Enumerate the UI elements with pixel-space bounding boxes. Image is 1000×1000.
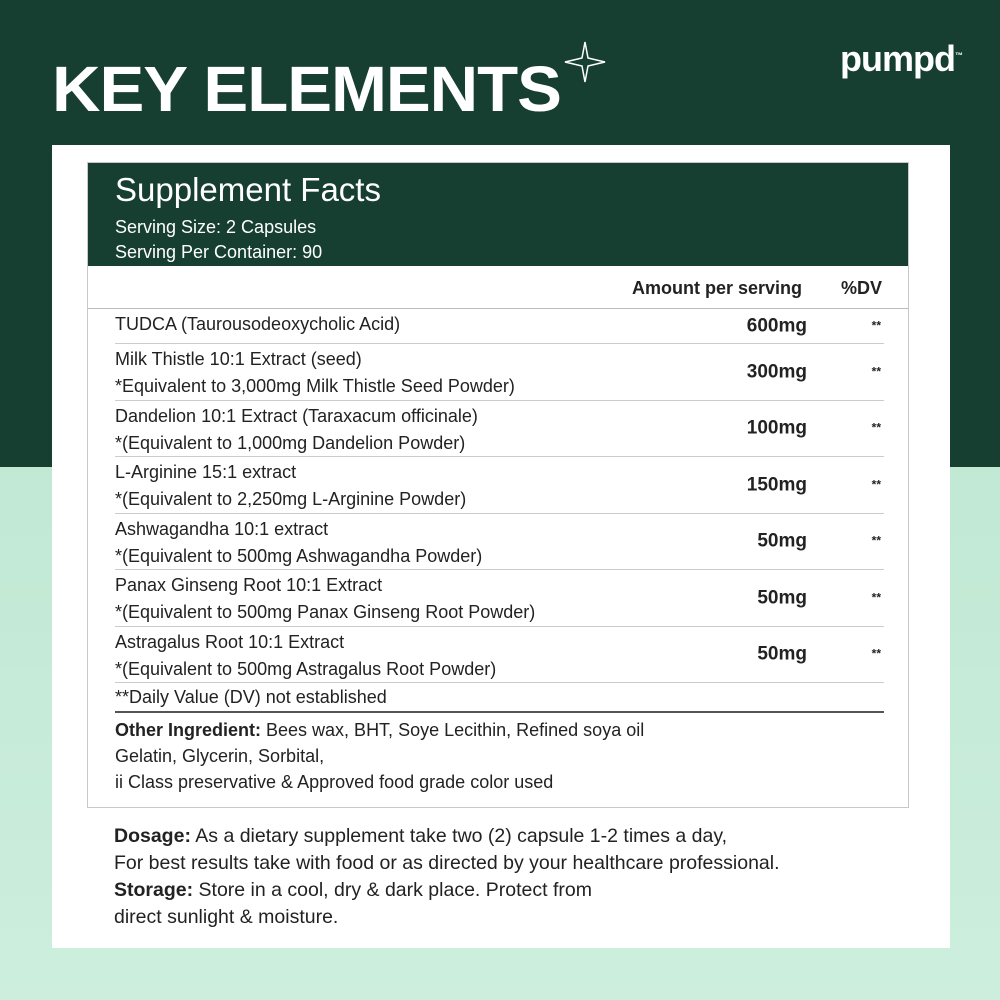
ingredient-name: *(Equivalent to 500mg Astragalus Root Powder) [115, 658, 497, 679]
content-card [52, 145, 950, 948]
ingredient-name: TUDCA (Taurousodeoxycholic Acid) [115, 314, 401, 334]
ingredient-row [115, 514, 884, 571]
ingredient-row [115, 570, 884, 627]
supplement-facts-table [87, 162, 909, 808]
ingredient-dv: ** [871, 364, 881, 379]
ingredient-dv: ** [871, 318, 881, 333]
ingredient-amount: 50mg [757, 643, 807, 665]
facts-title: Supplement Facts [115, 171, 381, 208]
servings-per-container: Serving Per Container: 90 [115, 242, 323, 262]
ingredient-name: *(Equivalent to 500mg Panax Ginseng Root Powder) [115, 602, 536, 622]
ingredient-dv: ** [871, 590, 881, 605]
ingredient-row [115, 309, 884, 344]
column-headers [88, 266, 908, 309]
ingredient-row [115, 344, 884, 401]
page-title: KEY ELEMENTS [52, 53, 561, 125]
ingredient-amount: 600mg [746, 315, 807, 337]
facts-header [88, 163, 908, 266]
ingredient-name: Astragalus Root 10:1 Extract [115, 631, 345, 652]
ingredient-name: Dandelion 10:1 Extract (Taraxacum officinale) [115, 405, 478, 426]
other-ingredients: Other Ingredient: Bees wax, BHT, Soye Lecithin, Refined soya oil Gelatin, Glycerin, Sorbital, ii Class preservative & Approved food grade color used [115, 720, 645, 792]
ingredient-name: Milk Thistle 10:1 Extract (seed) [115, 349, 362, 369]
ingredient-name: *(Equivalent to 1,000mg Dandelion Powder) [115, 432, 466, 453]
ingredient-row [115, 627, 884, 684]
ingredient-amount: 50mg [757, 530, 807, 552]
directions: Dosage: As a dietary supplement take two (2) capsule 1-2 times a day, For best results take with food or as directed by your healthcare professional. Storage: Store in a cool, dry & dark place. Protect from direct sunlight & moisture. [114, 825, 780, 928]
ingredient-name: L-Arginine 15:1 extract [115, 462, 297, 482]
ingredient-amount: 100mg [746, 417, 807, 439]
ingredient-row [115, 457, 884, 514]
sparkle-star-icon [563, 40, 607, 84]
ingredient-dv: ** [871, 477, 881, 492]
ingredient-dv: ** [871, 646, 881, 661]
ingredient-row [115, 401, 884, 458]
ingredient-amount: 50mg [757, 587, 807, 609]
dv-header: %DV [840, 278, 882, 298]
ingredient-dv: ** [871, 420, 881, 435]
ingredient-name: *(Equivalent to 500mg Ashwagandha Powder) [115, 545, 483, 566]
amount-header: Amount per serving [631, 278, 802, 298]
ingredient-name: *Equivalent to 3,000mg Milk Thistle Seed Powder) [115, 376, 515, 396]
brand-logo: pumpd™ [840, 38, 962, 79]
ingredient-dv: ** [871, 533, 881, 548]
ingredient-name: *(Equivalent to 2,250mg L-Arginine Powder) [115, 489, 467, 509]
ingredient-name: Ashwagandha 10:1 extract [115, 518, 329, 539]
serving-size: Serving Size: 2 Capsules [115, 217, 317, 237]
ingredient-amount: 150mg [746, 474, 807, 496]
ingredient-name: Panax Ginseng Root 10:1 Extract [115, 575, 383, 595]
ingredient-amount: 300mg [746, 361, 807, 383]
dv-note: **Daily Value (DV) not established [115, 683, 884, 713]
